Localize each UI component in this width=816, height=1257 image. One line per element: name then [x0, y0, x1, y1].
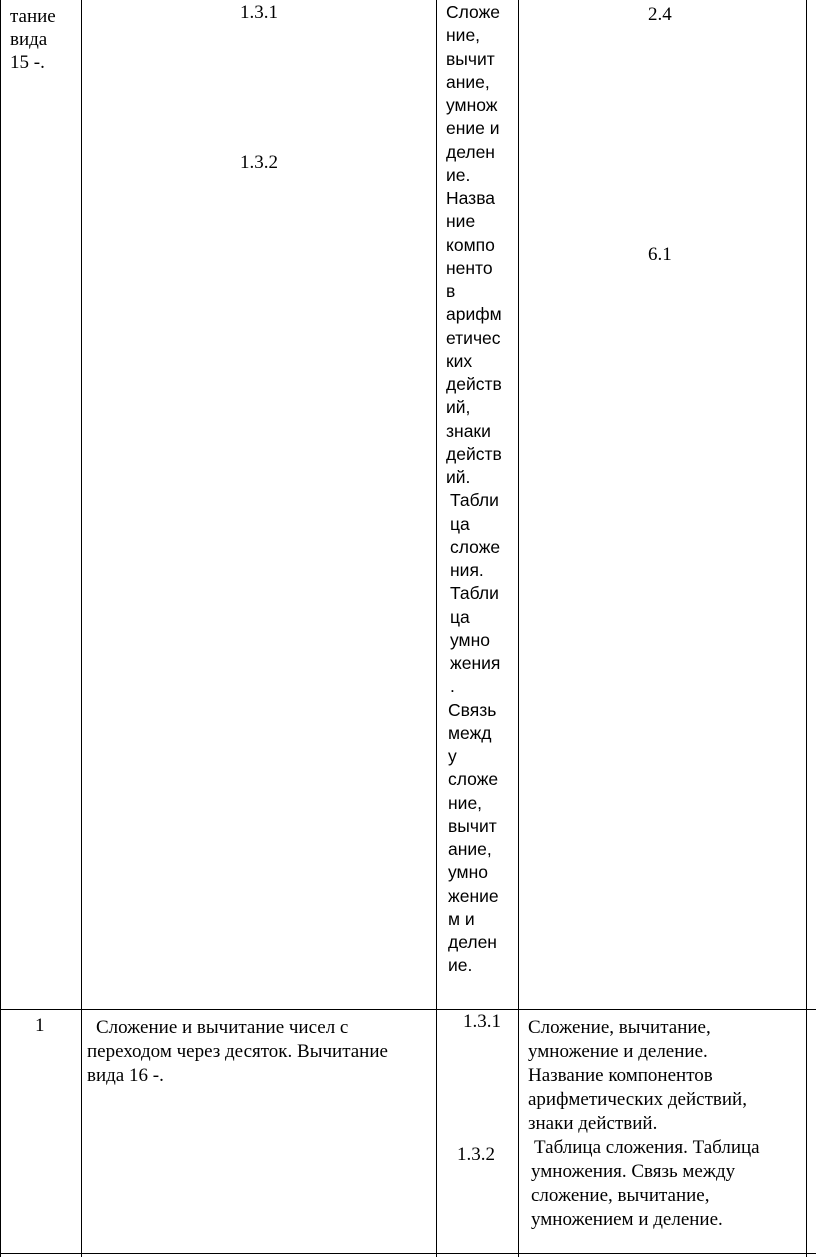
- row1-content-line: делен: [446, 141, 495, 162]
- row1-content-line: компо: [446, 234, 495, 255]
- row1-code: 1.3.2: [240, 152, 278, 173]
- table-border-col2: [436, 0, 437, 1257]
- table-border-col1: [81, 0, 82, 1257]
- row1-content-line: ий,: [446, 397, 471, 418]
- row1-content-line: вычит: [446, 48, 495, 69]
- row1-content-line: ий.: [446, 467, 471, 487]
- row1-content-line: ких: [446, 350, 473, 371]
- row1-topic-line: 15 -.: [10, 52, 45, 73]
- row2-content-line: умножением и деление.: [531, 1209, 723, 1230]
- row1-topic-line: тание: [10, 6, 56, 27]
- row2-topic-line: Сложение и вычитание чисел с: [96, 1017, 349, 1038]
- row1-content-line: Назва: [446, 188, 496, 208]
- row1-content-line: сложе: [450, 536, 501, 557]
- row1-content-line: ненто: [446, 257, 493, 278]
- row1-content-line: м и: [448, 908, 475, 929]
- row2-content-line: арифметических действий,: [528, 1089, 747, 1110]
- row2-number: 1: [35, 1015, 45, 1036]
- row1-content-line: делен: [448, 932, 497, 952]
- row1-content-line: ние,: [448, 792, 483, 813]
- row1-content-line: Связь: [448, 699, 497, 720]
- row2-code: 1.3.1: [463, 1011, 501, 1032]
- row1-content-line: ца: [450, 513, 470, 534]
- row1-content-line: ца: [450, 606, 470, 627]
- row1-content-line: ния.: [450, 560, 484, 580]
- row1-content-line: сложе: [448, 769, 499, 790]
- row1-content-line: арифм: [446, 304, 502, 325]
- row1-content-line: знаки: [446, 420, 491, 441]
- table-border-left: [0, 0, 1, 1257]
- row1-content-line: .: [450, 676, 455, 697]
- row1-content-line: действ: [446, 374, 502, 394]
- row1-topic-line: вида: [10, 29, 48, 50]
- table-row-divider: [0, 1009, 816, 1010]
- row2-content-line: знаки действий.: [528, 1113, 658, 1134]
- row1-content-line: ние,: [446, 25, 481, 46]
- row1-content-line: в: [446, 281, 456, 301]
- row2-topic-line: переходом через десяток. Вычитание: [87, 1041, 388, 1062]
- row2-code: 1.3.2: [457, 1144, 495, 1165]
- row1-content-line: ание,: [448, 839, 492, 859]
- row2-content-line: Сложение, вычитание,: [528, 1017, 711, 1038]
- row1-result-code: 6.1: [648, 244, 672, 265]
- row2-content-line: Название компонентов: [528, 1065, 713, 1086]
- row1-content-line: умнож: [446, 95, 498, 115]
- row1-content-line: межд: [448, 722, 492, 743]
- row1-content-line: действ: [446, 443, 502, 464]
- row1-content-line: умно: [448, 862, 488, 883]
- row1-content-line: ние: [446, 211, 476, 232]
- row2-content-line: Таблица сложения. Таблица: [534, 1137, 760, 1158]
- row2-topic-line: вида 16 -.: [87, 1065, 164, 1086]
- row2-content-line: умножения. Связь между: [531, 1161, 736, 1182]
- table-border-bottom: [0, 1253, 816, 1254]
- row1-content-line: ие.: [448, 955, 473, 976]
- row1-content-line: жения: [450, 653, 501, 673]
- row1-content-line: умно: [450, 629, 490, 650]
- row1-content-line: ение и: [446, 118, 500, 139]
- row1-content-line: жение: [448, 885, 499, 906]
- row1-content-line: Сложе: [446, 2, 501, 22]
- row1-content-line: ие.: [446, 164, 471, 185]
- row2-content-line: сложение, вычитание,: [531, 1185, 710, 1206]
- row1-content-line: у: [448, 746, 457, 766]
- row2-content-line: умножение и деление.: [528, 1041, 708, 1062]
- row1-content-line: етичес: [446, 327, 501, 348]
- row1-content-line: Табли: [450, 583, 499, 604]
- row1-result-code: 2.4: [648, 4, 672, 25]
- table-border-col4: [806, 0, 807, 1257]
- row1-content-line: вычит: [448, 815, 497, 836]
- row1-content-line: Табли: [450, 490, 499, 511]
- row1-code: 1.3.1: [240, 2, 278, 23]
- row1-content-line: ание,: [446, 71, 490, 92]
